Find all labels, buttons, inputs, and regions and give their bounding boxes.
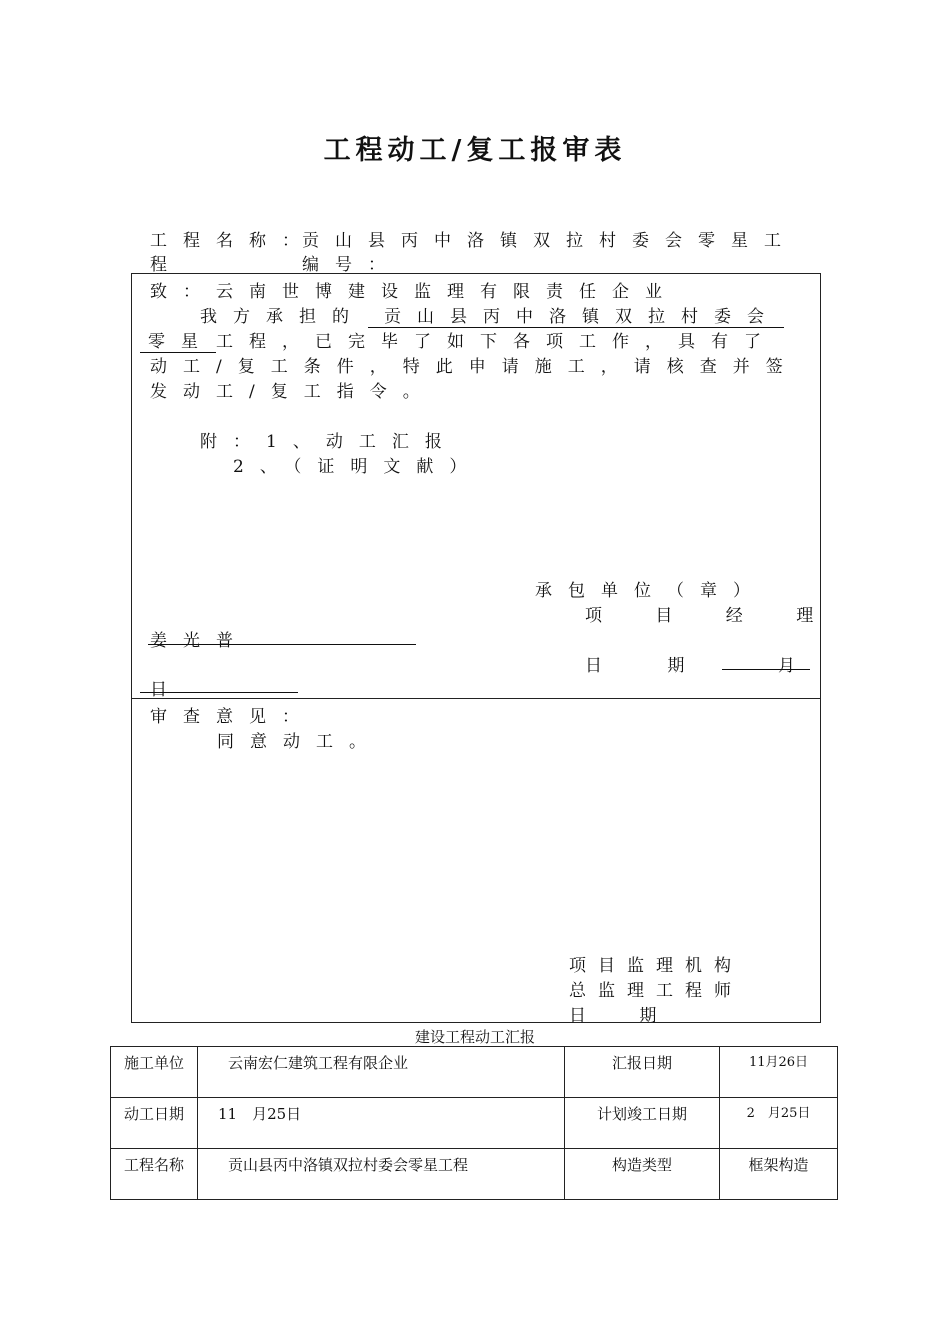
line1-prefix: 我方承担的 [200,307,365,327]
project-manager-label: 项 目 经 理 [585,606,814,626]
code-label: 编号： [302,255,401,275]
line3: 动工/复工条件，特此申请施工，请核查并签 [150,357,799,377]
date-day-line [140,692,298,693]
line4: 发动工/复工指令。 [150,382,436,402]
row-value-2: 2 月25日 [720,1098,838,1149]
date-month: 月 [778,656,795,676]
project-name-label: 工程名称： [150,231,315,251]
signature-line [148,644,416,645]
row-label: 动工日期 [111,1098,198,1149]
table-row [111,1149,838,1200]
date-month-line [722,669,810,670]
date-day: 日 [150,680,167,700]
row-value-2: 11月26日 [720,1047,838,1098]
project-name-part1: 贡山县丙中洛镇双拉村委会 [368,302,784,328]
table-row [111,1047,838,1098]
row-value: 贡山县丙中洛镇双拉村委会零星工程 [198,1149,565,1200]
row-value: 云南宏仁建筑工程有限企业 [198,1047,565,1098]
attachment-2: 2、（证明文献） [233,457,483,477]
project-name-tail: 程 [150,255,183,275]
review-opinion: 同意动工。 [217,732,382,752]
row-label-2: 计划竣工日期 [565,1098,720,1149]
chief-engineer-label: 总监理工程师 [569,981,743,1001]
supervision-org-label: 项目监理机构 [569,956,743,976]
review-label: 审查意见： [150,707,315,727]
date-label: 日 期 [585,656,685,676]
row-value: 11 月25日 [198,1098,565,1149]
table-row [111,1098,838,1149]
to-line: 致：云南世博建设监理有限责任企业 [150,282,678,302]
project-name-value: 贡山县丙中洛镇双拉村委会零星工 [302,231,797,251]
row-value-2: 框架构造 [720,1149,838,1200]
row-label-2: 构造类型 [565,1149,720,1200]
report-table [110,1046,838,1200]
review-date-label: 日 期 [569,1006,657,1026]
project-name-part2: 零星 [140,327,216,353]
row-label-2: 汇报日期 [565,1047,720,1098]
row-label: 工程名称 [111,1149,198,1200]
attachment-1: 附：1、动工汇报 [200,432,458,452]
project-manager-name: 姜光普 [150,631,249,651]
row-label: 施工单位 [111,1047,198,1098]
page-title: 工程动工/复工报审表 [323,135,627,166]
contractor-seal-label: 承包单位（章） [535,581,766,601]
line2-rest: 工程，已完毕了如下各项工作，具有了 [216,332,777,352]
report-title: 建设工程动工汇报 [414,1028,535,1046]
